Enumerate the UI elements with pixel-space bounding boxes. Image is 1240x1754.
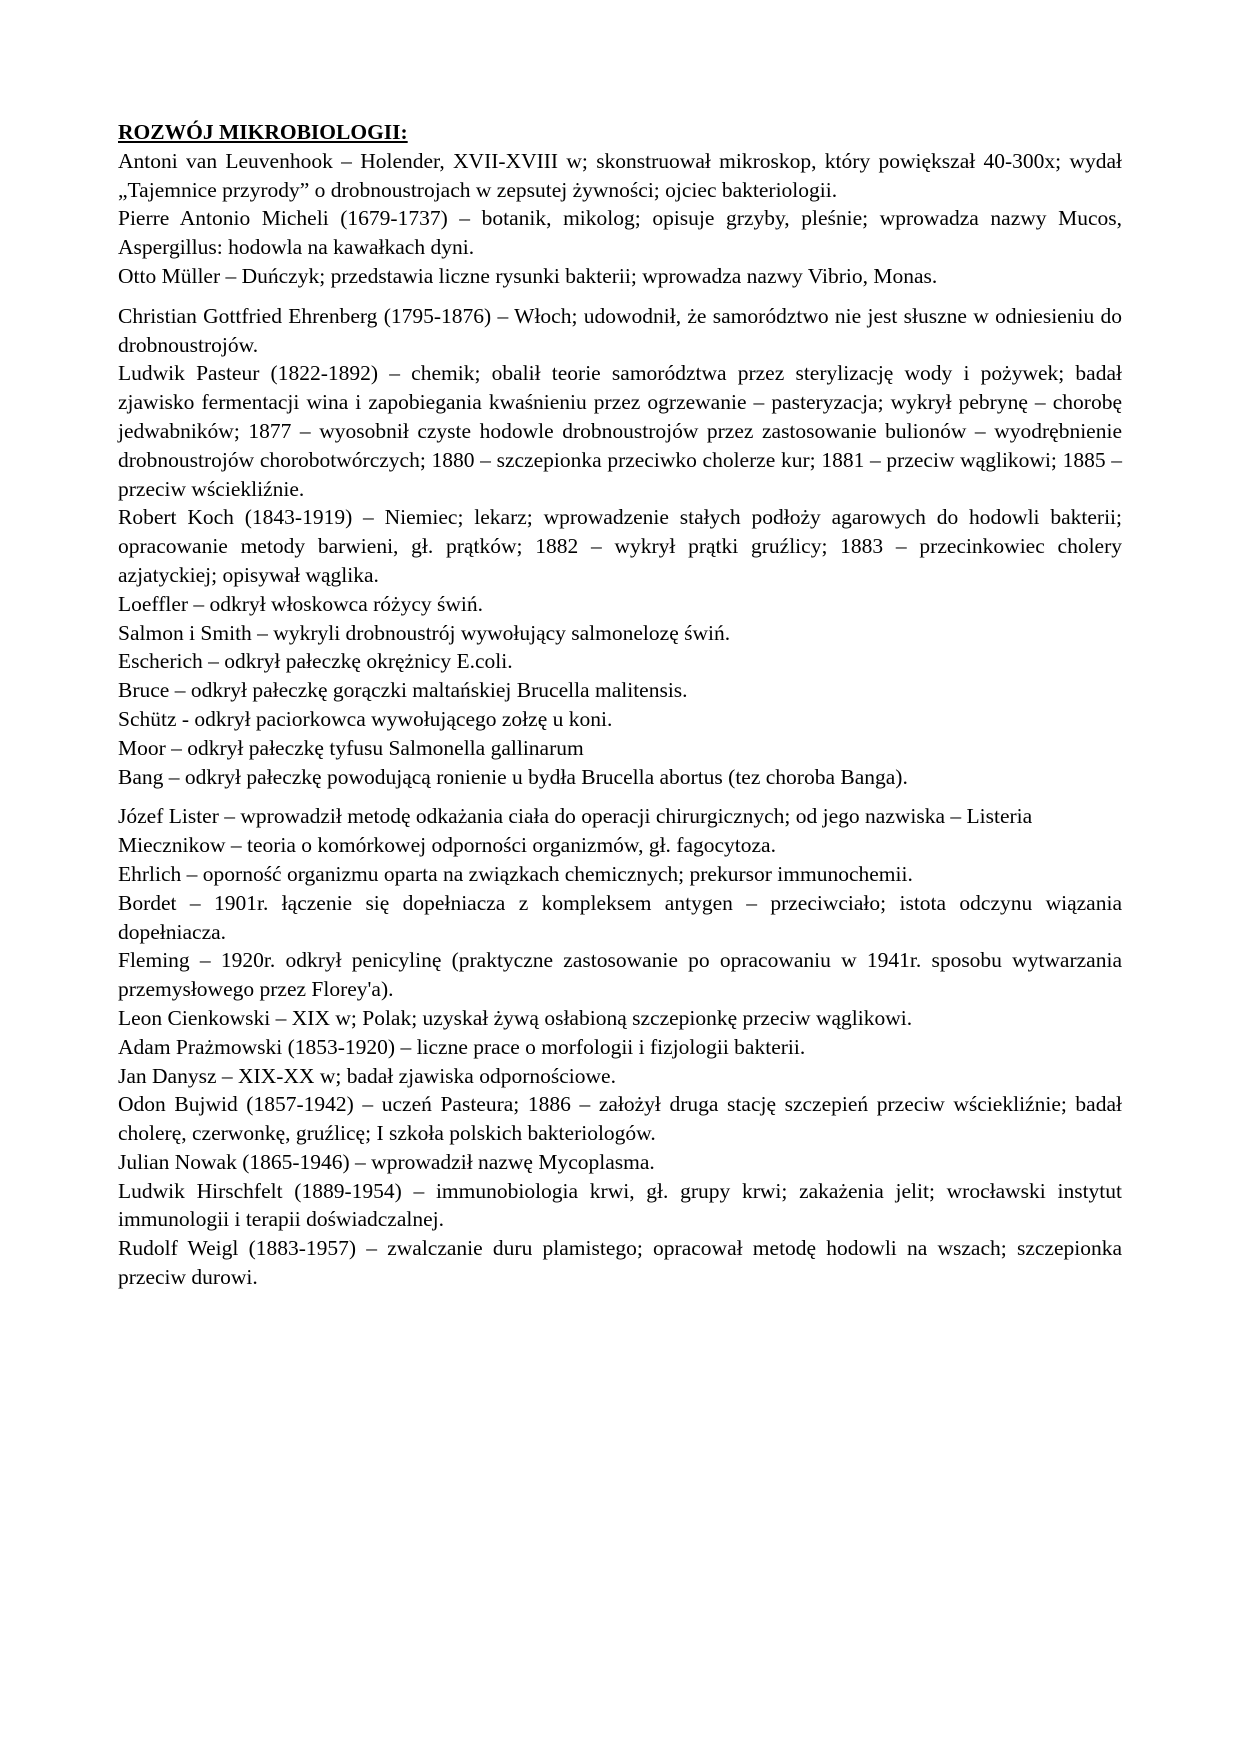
entry-salmon-smith: Salmon i Smith – wykryli drobnoustrój wywołujący salmonelozę świń. [118, 620, 731, 645]
entry-schutz: Schütz - odkrył paciorkowca wywołującego zołzę u koni. [118, 706, 613, 731]
entry-weigl: Rudolf Weigl (1883-1957) – zwalczanie duru plamistego; opracował metodę hodowli na wszach; szczepionka przeciw durowi. [118, 1236, 1122, 1290]
entry-hirschfelt: Ludwik Hirschfelt (1889-1954) – immunobiologia krwi, gł. grupy krwi; zakażenia jelit; wrocławski instytut immunologii i terapii doświadczalnej. [118, 1178, 1122, 1232]
entry-bujwid: Odon Bujwid (1857-1942) – uczeń Pasteura; 1886 – założył druga stację szczepień przeciw wściekliźnie; badał cholerę, czerwonkę, gruźlicę; I szkoła polskich bakteriologów. [118, 1092, 1122, 1146]
entry-danysz: Jan Danysz – XIX-XX w; badał zjawiska odpornościowe. [118, 1063, 616, 1088]
entry-miecznikow: Miecznikow – teoria o komórkowej odporności organizmów, gł. fagocytoza. [118, 833, 776, 858]
entry-bruce: Bruce – odkrył pałeczkę gorączki maltańskiej Brucella malitensis. [118, 678, 688, 703]
entry-ehrenberg: Christian Gottfried Ehrenberg (1795-1876) – Włoch; udowodnił, że samorództwo nie jest słuszne w odniesieniu do drobnoustrojów. [118, 303, 1122, 357]
entry-bang: Bang – odkrył pałeczkę powodującą ronienie u bydła Brucella abortus (tez choroba Banga). [118, 764, 908, 789]
entry-nowak: Julian Nowak (1865-1946) – wprowadził nazwę Mycoplasma. [118, 1149, 655, 1174]
document-title: ROZWÓJ MIKROBIOLOGII: [118, 120, 408, 144]
entry-pasteur: Ludwik Pasteur (1822-1892) – chemik; obalił teorie samorództwa przez sterylizację wody i pożywek; badał zjawisko fermentacji wina i zapobiegania kwaśnieniu przez ogrzewanie – pasteryzacja; wykrył pebrynę – chorobę jedwabników; 1877 – wyosobnił czyste hodowle drobnoustrojów przez zastosowanie bulionów – wyodrębnienie drobnoustrojów chorobotwórczych; 1880 – szczepionka przeciwko cholerze kur; 1881 – przeciw wąglikowi; 1885 – przeciw wściekliźnie. [118, 361, 1122, 501]
entry-muller: Otto Müller – Duńczyk; przedstawia liczne rysunki bakterii; wprowadza nazwy Vibrio, Monas. [118, 263, 938, 288]
entry-prazmowski: Adam Prażmowski (1853-1920) – liczne prace o morfologii i fizjologii bakterii. [118, 1034, 806, 1059]
entry-moor: Moor – odkrył pałeczkę tyfusu Salmonella gallinarum [118, 735, 584, 760]
entry-bordet: Bordet – 1901r. łączenie się dopełniacza z kompleksem antygen – przeciwciało; istota odczynu wiązania dopełniacza. [118, 890, 1122, 944]
entry-loeffler: Loeffler – odkrył włoskowca różycy świń. [118, 591, 484, 616]
entry-fleming: Fleming – 1920r. odkrył penicylinę (praktyczne zastosowanie po opracowaniu w 1941r. sposobu wytwarzania przemysłowego przez Florey'a). [118, 948, 1122, 1002]
entry-cienkowski: Leon Cienkowski – XIX w; Polak; uzyskał żywą osłabioną szczepionkę przeciw wąglikowi. [118, 1005, 913, 1030]
entry-escherich: Escherich – odkrył pałeczkę okrężnicy E.coli. [118, 649, 513, 674]
entry-leeuwenhoek: Antoni van Leuvenhook – Holender, XVII-XVIII w; skonstruował mikroskop, który powiększał 40-300x; wydał „Tajemnice przyrody” o drobnoustrojach w zepsutej żywności; ojciec bakteriologii. [118, 148, 1122, 202]
entry-lister: Józef Lister – wprowadził metodę odkażania ciała do operacji chirurgicznych; od jego nazwiska – Listeria [118, 804, 1033, 829]
entry-koch: Robert Koch (1843-1919) – Niemiec; lekarz; wprowadzenie stałych podłoży agarowych do hodowli bakterii; opracowanie metody barwieni, gł. prątków; 1882 – wykrył prątki gruźlicy; 1883 – przecinkowiec cholery azjatyckiej; opisywał wąglika. [118, 505, 1122, 587]
entry-ehrlich: Ehrlich – oporność organizmu oparta na związkach chemicznych; prekursor immunochemii. [118, 861, 913, 886]
document-body [118, 118, 1122, 1292]
entry-micheli: Pierre Antonio Micheli (1679-1737) – botanik, mikolog; opisuje grzyby, pleśnie; wprowadza nazwy Mucos, Aspergillus: hodowla na kawałkach dyni. [118, 206, 1122, 260]
